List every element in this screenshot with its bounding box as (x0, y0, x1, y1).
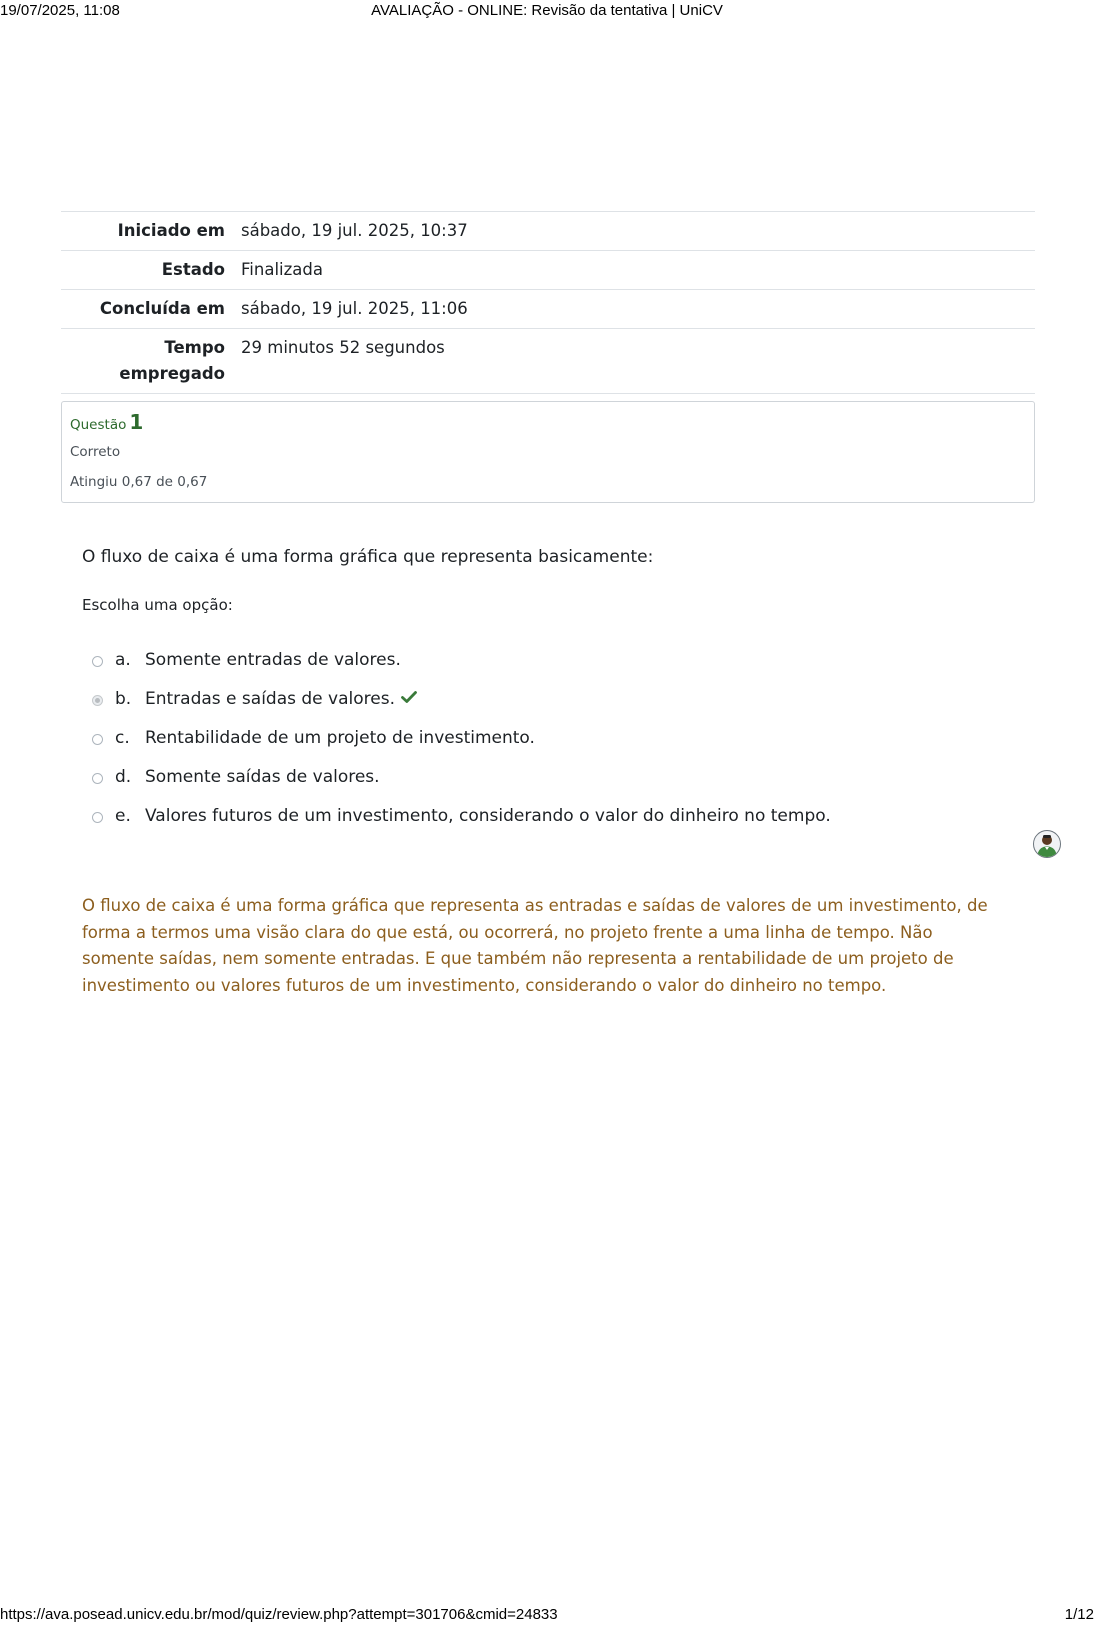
answer-option-a[interactable] (92, 648, 992, 687)
summary-row-completed (61, 290, 1035, 329)
answer-option-d[interactable] (92, 765, 992, 804)
option-text: Valores futuros de um investimento, considerando o valor do dinheiro no tempo. (145, 806, 831, 826)
option-text: Entradas e saídas de valores. (145, 689, 395, 709)
summary-row-started (61, 212, 1035, 251)
completed-value: sábado, 19 jul. 2025, 11:06 (241, 290, 1035, 329)
option-text: Somente saídas de valores. (145, 767, 380, 787)
answer-options (92, 648, 992, 843)
question-info-box (61, 401, 1035, 503)
question-number-value: 1 (129, 410, 144, 434)
print-url: https://ava.posead.unicv.edu.br/mod/quiz/review.php?attempt=301706&cmid=24833 (0, 1606, 558, 1623)
question-number (70, 410, 143, 434)
option-text-with-check (145, 689, 417, 709)
option-letter: d. (115, 767, 132, 787)
question-text: O fluxo de caixa é uma forma gráfica que representa basicamente: (82, 547, 654, 567)
radio-a[interactable] (92, 656, 103, 667)
completed-label: Concluída em (61, 290, 241, 329)
answer-option-e[interactable] (92, 804, 992, 843)
print-page-number: 1/12 (1064, 1606, 1094, 1623)
state-value: Finalizada (241, 251, 1035, 290)
radio-e[interactable] (92, 812, 103, 823)
answer-option-b[interactable] (92, 687, 992, 726)
option-letter: b. (115, 689, 132, 709)
attempt-summary-table (61, 211, 1035, 433)
started-value: sábado, 19 jul. 2025, 10:37 (241, 212, 1035, 251)
time-label-line2: empregado (119, 364, 225, 383)
started-label: Iniciado em (61, 212, 241, 251)
print-page-title: AVALIAÇÃO - ONLINE: Revisão da tentativa | UniCV (371, 2, 723, 19)
summary-row-time (61, 329, 1035, 394)
print-header (0, 0, 1094, 20)
time-value: 29 minutos 52 segundos (241, 329, 1035, 394)
option-letter: a. (115, 650, 131, 670)
radio-d[interactable] (92, 773, 103, 784)
state-label: Estado (61, 251, 241, 290)
time-label (61, 329, 241, 394)
question-label: Questão (70, 417, 127, 433)
question-grade: Atingiu 0,67 de 0,67 (70, 474, 208, 490)
radio-b-selected[interactable] (92, 695, 103, 706)
chat-avatar-icon[interactable] (1033, 830, 1061, 858)
print-datetime: 19/07/2025, 11:08 (0, 2, 120, 19)
question-state: Correto (70, 444, 121, 460)
person-avatar-icon (1034, 831, 1060, 857)
summary-row-state (61, 251, 1035, 290)
print-footer (0, 1604, 1094, 1624)
option-text: Somente entradas de valores. (145, 650, 401, 670)
option-letter: e. (115, 806, 131, 826)
radio-c[interactable] (92, 734, 103, 745)
time-label-line1: Tempo (164, 338, 225, 357)
answer-prompt: Escolha uma opção: (82, 596, 233, 614)
answer-option-c[interactable] (92, 726, 992, 765)
correct-check-icon (401, 691, 417, 703)
general-feedback: O fluxo de caixa é uma forma gráfica que representa as entradas e saídas de valores de um investimento, de forma a termos uma visão clara do que está, ou ocorrerá, no projeto frente a uma linha de tempo. Não somente saídas, nem somente entradas. E que também não representa a rentabilidade de um projeto de investimento ou valores futuros de um investimento, considerando o valor do dinheiro no tempo. (82, 896, 988, 995)
option-text: Rentabilidade de um projeto de investimento. (145, 728, 535, 748)
option-letter: c. (115, 728, 130, 748)
